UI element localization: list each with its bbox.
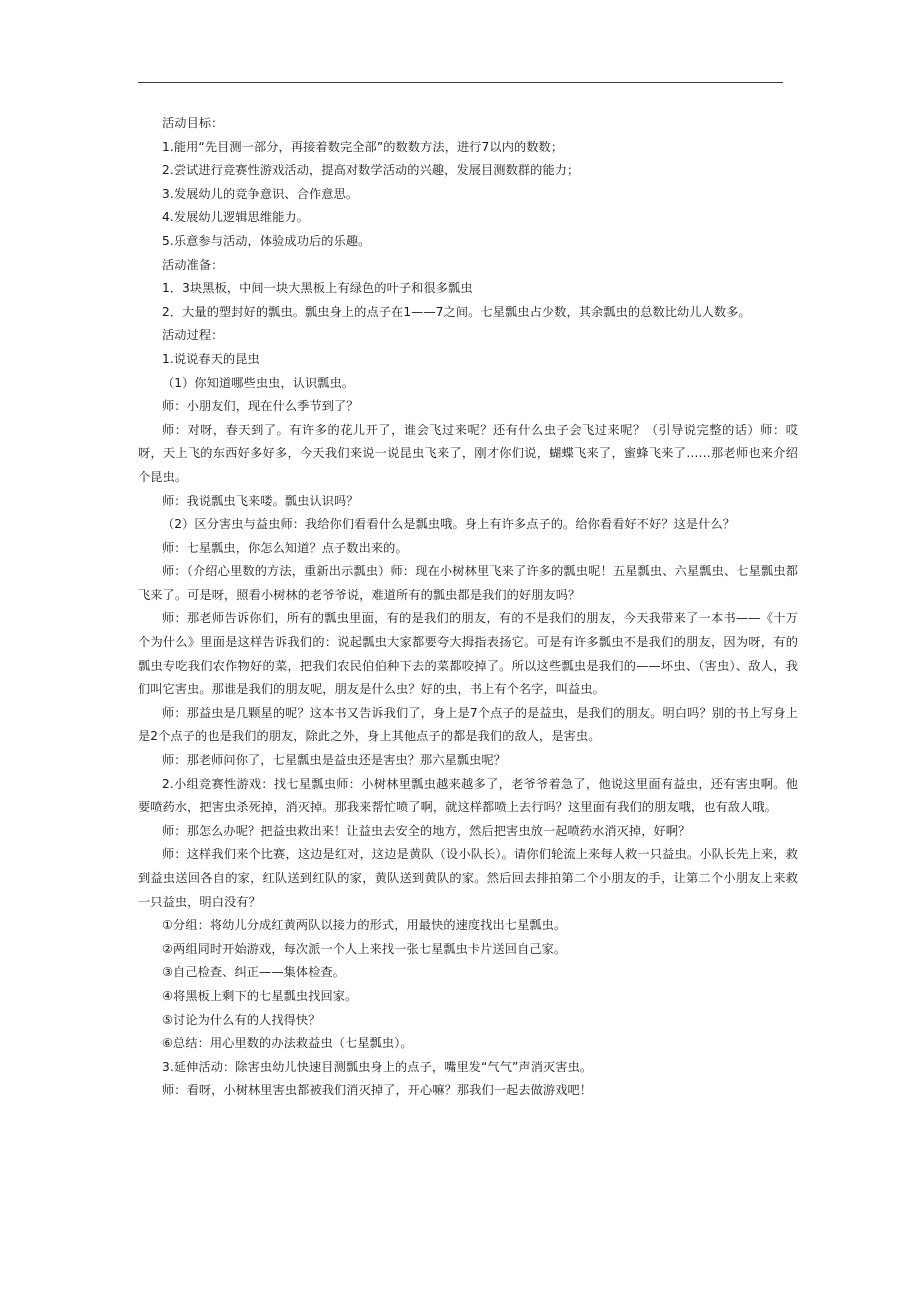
process-paragraph: 2.小组竞赛性游戏：找七星瓢虫师：小树林里瓢虫越来越多了，老爷爷着急了，他说这里面有益虫，还有害虫啊。他要喷药水，把害虫杀死掉，消灭掉。那我来帮忙喷了啊，就这样都喷上去行吗？这里面有我们的朋友哦，也有敌人哦。: [138, 776, 798, 815]
heading-activity-process: 活动过程：: [162, 328, 224, 343]
process-paragraph: 师：七星瓢虫，你怎么知道？点子数出来的。: [162, 540, 408, 555]
process-paragraph: 师：这样我们来个比赛，这边是红对，这边是黄队（设小队长）。请你们轮流上来每人救一只益虫。小队长先上来，救到益虫送回各自的家，红队送到红队的家，黄队送到黄队的家。然后回去排拍第二个小朋友的手，让第二个小朋友上来救一只益虫，明白没有？: [138, 847, 798, 909]
process-paragraph: 师：对呀，春天到了。有许多的花儿开了，谁会飞过来呢？还有什么虫子会飞过来呢？（引导说完整的话）师：哎呀，天上飞的东西好多好多，今天我们来说一说昆虫飞来了，刚才你们说，蝴蝶飞来了，蜜蜂飞来了……那老师也来介绍个昆虫。: [138, 422, 798, 484]
game-step: ⑤讨论为什么有的人找得快？: [162, 1012, 321, 1027]
goal-item: 3.发展幼儿的竞争意识、合作意思。: [162, 186, 359, 201]
process-paragraph: （2）区分害虫与益虫师：我给你们看看什么是瓢虫哦。身上有许多点子的。给你看看好不好？这是什么？: [162, 517, 736, 532]
prep-item: 2．大量的塑封好的瓢虫。瓢虫身上的点子在1——7之间。七星瓢虫占少数，其余瓢虫的总数比幼儿人数多。: [162, 304, 751, 319]
heading-activity-prep: 活动准备：: [162, 257, 224, 272]
heading-activity-goals: 活动目标：: [162, 116, 224, 130]
process-paragraph: 师：那老师告诉你们，所有的瓢虫里面，有的是我们的朋友，有的不是我们的朋友，今天我带来了一本书——《十万个为什么》里面是这样告诉我们的：说起瓢虫大家都要夸大拇指表扬它。可是有许多瓢虫不是我们的朋友，因为呀，有的瓢虫专吃我们农作物好的菜，把我们农民伯伯种下去的菜都咬掉了。所以这些瓢虫是我们的——坏虫、（害虫）、敌人，我们叫它害虫。那谁是我们的朋友呢，朋友是什么虫？好的虫，书上有个名字，叫益虫。: [138, 611, 798, 697]
game-step: ③自己检查、纠正——集体检查。: [162, 965, 346, 980]
process-paragraph: 师：那怎么办呢？把益虫救出来！让益虫去安全的地方，然后把害虫放一起喷药水消灭掉，好啊？: [162, 823, 691, 838]
process-paragraph: （1）你知道哪些虫虫，认识瓢虫。: [162, 375, 355, 390]
game-step: ①分组：将幼儿分成红黄两队以接力的形式，用最快的速度找出七星瓢虫。: [162, 918, 567, 933]
process-paragraph: 师：看呀，小树林里害虫都被我们消灭掉了，开心嘛？那我们一起去做游戏吧！: [162, 1083, 593, 1098]
process-paragraph: 师：那益虫是几颗星的呢？这本书又告诉我们了，身上是7个点子的是益虫，是我们的朋友。明白吗？别的书上写身上是2个点子的也是我们的朋友，除此之外，身上其他点子的都是我们的敌人，是害虫。: [138, 705, 798, 744]
document-body: [138, 112, 798, 1103]
process-paragraph: 1.说说春天的昆虫: [162, 351, 260, 366]
process-paragraph: 师：（介绍心里数的方法，重新出示瓢虫）师：现在小树林里飞来了许多的瓢虫呢！五星瓢虫、六星瓢虫、七星瓢虫都飞来了。可是呀，照看小树林的老爷爷说，难道所有的瓢虫都是我们的好朋友吗？: [138, 564, 798, 602]
game-step: ⑥总结：用心里数的办法救益虫（七星瓢虫）。: [162, 1036, 413, 1051]
process-paragraph: 师：我说瓢虫飞来喽。瓢虫认识吗？: [162, 493, 359, 508]
game-step: ④将黑板上剩下的七星瓢虫找回家。: [162, 988, 358, 1003]
process-paragraph: 师：那老师问你了，七星瓢虫是益虫还是害虫？那六星瓢虫呢？: [162, 753, 507, 768]
header-rule: [138, 82, 783, 83]
goal-item: 5.乐意参与活动，体验成功后的乐趣。: [162, 233, 371, 248]
goal-item: 4.发展幼儿逻辑思维能力。: [162, 210, 309, 225]
goal-item: 1.能用“先目测一部分，再接着数完全部”的数数方法，进行7以内的数数；: [162, 139, 564, 154]
process-paragraph: 师：小朋友们，现在什么季节到了？: [162, 399, 359, 414]
process-paragraph: 3.延伸活动：除害虫幼儿快速目测瓢虫身上的点子，嘴里发“气气”声消灭害虫。: [162, 1059, 593, 1074]
prep-item: 1．3块黑板，中间一块大黑板上有绿色的叶子和很多瓢虫: [162, 281, 473, 296]
game-step: ②两组同时开始游戏，每次派一个人上来找一张七星瓢虫卡片送回自己家。: [162, 941, 567, 956]
goal-item: 2.尝试进行竞赛性游戏活动，提高对数学活动的兴趣，发展目测数群的能力；: [162, 163, 580, 178]
